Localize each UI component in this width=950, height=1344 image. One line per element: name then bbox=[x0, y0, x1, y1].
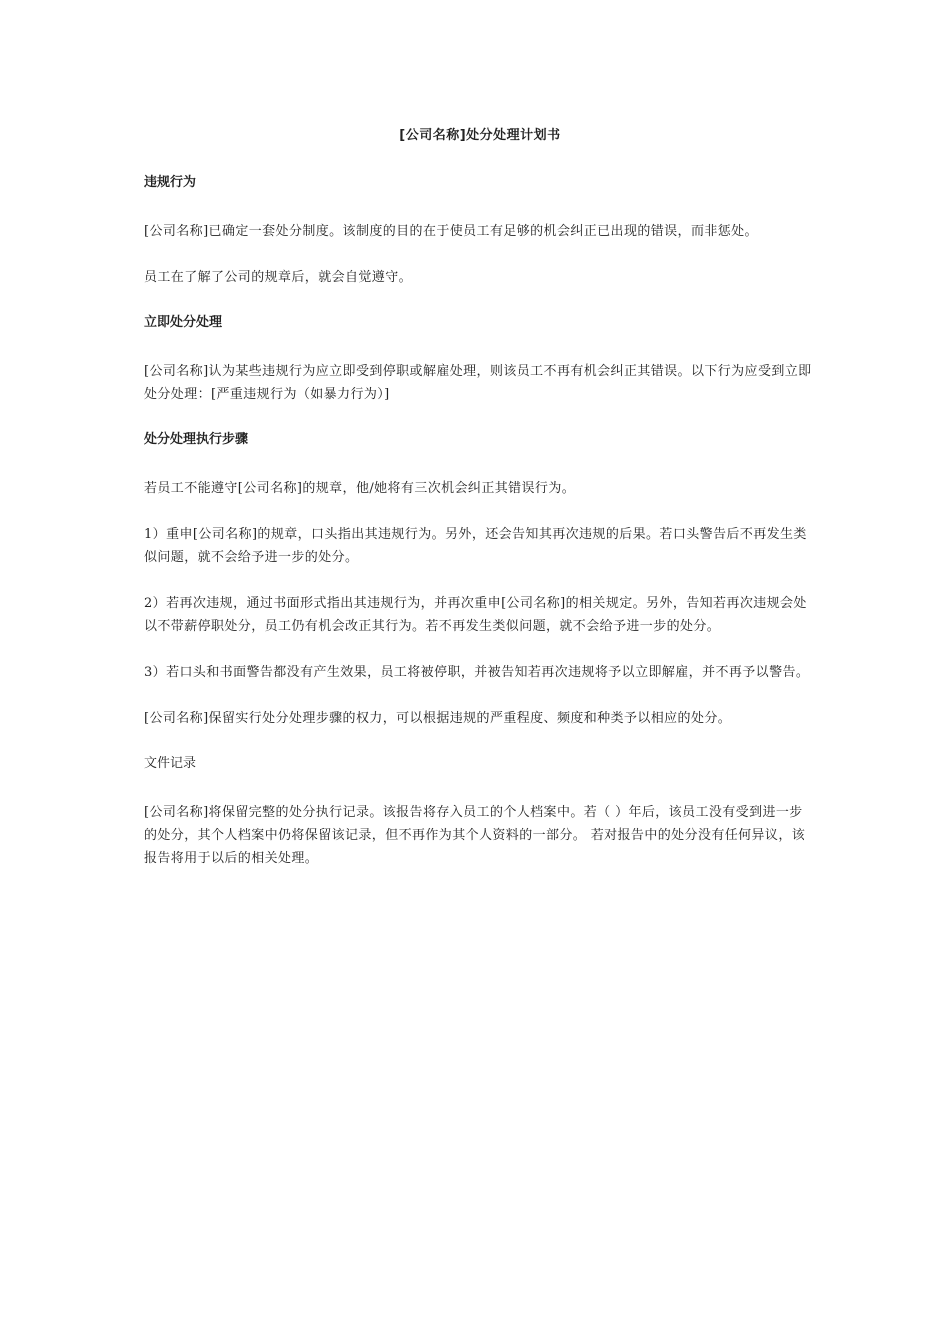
document-body bbox=[144, 124, 816, 893]
paragraph: [公司名称]已确定一套处分制度。该制度的目的在于使员工有足够的机会纠正已出现的错误，而非惩处。 bbox=[144, 224, 758, 239]
section-heading-violations: 违规行为 bbox=[144, 175, 197, 190]
section-heading-procedure: 处分处理执行步骤 bbox=[144, 432, 249, 447]
document-title: [公司名称]处分处理计划书 bbox=[399, 128, 561, 143]
paragraph-step-1: 1）重申[公司名称]的规章，口头指出其违规行为。另外，还会告知其再次违规的后果。若口头警告后不再发生类似问题，就不会给予进一步的处分。 bbox=[144, 527, 807, 565]
paragraph: [公司名称]认为某些违规行为应立即受到停职或解雇处理，则该员工不再有机会纠正其错误。以下行为应受到立即处分处理：[严重违规行为（如暴力行为）] bbox=[144, 364, 812, 402]
paragraph-step-2: 2）若再次违规，通过书面形式指出其违规行为，并再次重申[公司名称]的相关规定。另外，告知若再次违规会处以不带薪停职处分，员工仍有机会改正其行为。若不再发生类似问题，就不会给予进一步的处分。 bbox=[144, 596, 807, 634]
paragraph: [公司名称]将保留完整的处分执行记录。该报告将存入员工的个人档案中。若（ ）年后，该员工没有受到进一步的处分，其个人档案中仍将保留该记录，但不再作为其个人资料的一部分。 若对报告中的处分没有任何异议，该报告将用于以后的相关处理。 bbox=[144, 805, 806, 866]
paragraph: 员工在了解了公司的规章后，就会自觉遵守。 bbox=[144, 270, 413, 285]
paragraph-step-3: 3）若口头和书面警告都没有产生效果，员工将被停职，并被告知若再次违规将予以立即解雇，并不再予以警告。 bbox=[144, 665, 810, 680]
section-heading-records: 文件记录 bbox=[144, 756, 197, 771]
paragraph: 若员工不能遵守[公司名称]的规章，他/她将有三次机会纠正其错误行为。 bbox=[144, 481, 576, 496]
section-heading-immediate: 立即处分处理 bbox=[144, 315, 223, 330]
paragraph: [公司名称]保留实行处分处理步骤的权力，可以根据违规的严重程度、频度和种类予以相应的处分。 bbox=[144, 711, 732, 726]
